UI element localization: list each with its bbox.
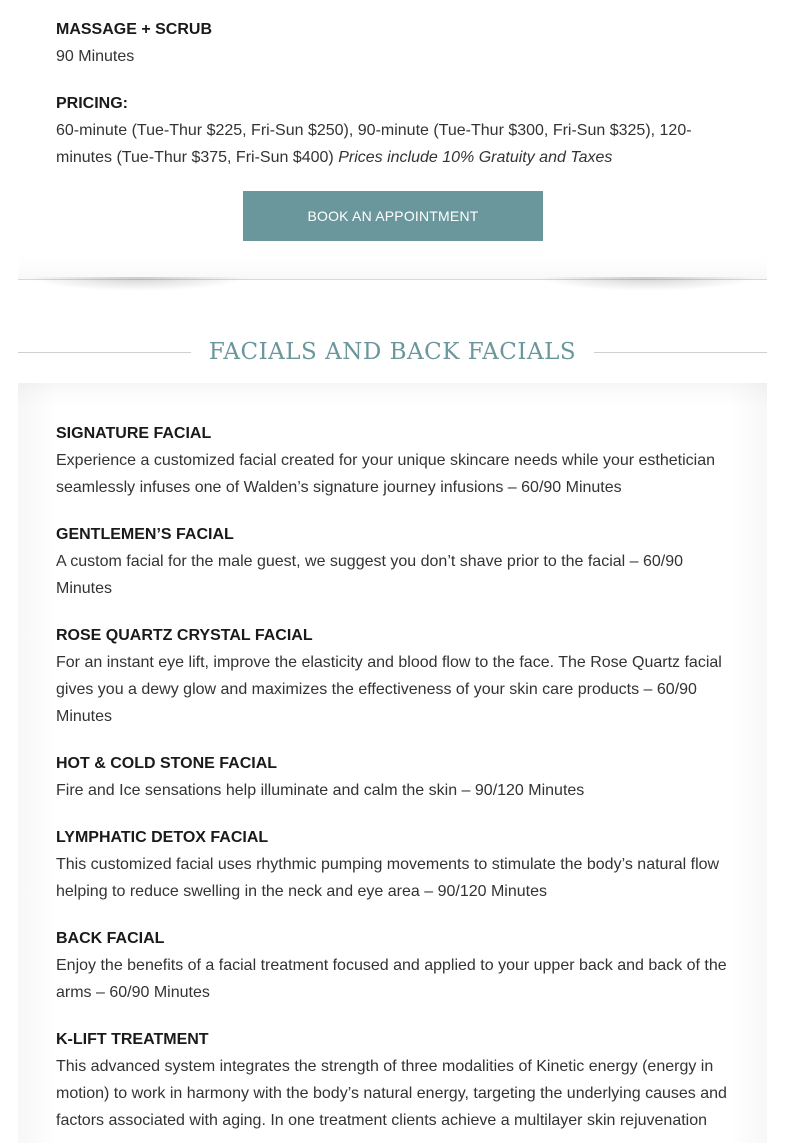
- facial-item-lymphatic-detox: [56, 824, 736, 905]
- facial-item-gentlemen: [56, 521, 736, 602]
- facials-heading-title: FACIALS AND BACK FACIALS: [208, 339, 577, 365]
- facial-item-rose-quartz: [56, 622, 736, 730]
- facial-title: GENTLEMEN’S FACIAL: [56, 526, 234, 543]
- facial-title: ROSE QUARTZ CRYSTAL FACIAL: [56, 627, 313, 644]
- facial-item-hot-cold-stone: [56, 750, 736, 804]
- massage-scrub-item: [56, 16, 736, 70]
- facial-description: Enjoy the benefits of a facial treatment focused and applied to your upper back and back of the arms – 60/90 Minutes: [56, 957, 727, 1001]
- facial-description: For an instant eye lift, improve the elasticity and blood flow to the face. The Rose Quartz facial gives you a dewy glow and maximizes the effectiveness of your skin care products – 60/90 Minutes: [56, 654, 722, 725]
- facial-title: BACK FACIAL: [56, 930, 165, 947]
- pricing-block: [56, 90, 736, 171]
- massage-scrub-duration: 90 Minutes: [56, 48, 135, 65]
- pricing-note: Prices include 10% Gratuity and Taxes: [338, 149, 613, 166]
- facial-item-k-lift: [56, 1026, 736, 1134]
- book-appointment-button[interactable]: BOOK AN APPOINTMENT: [243, 191, 543, 241]
- pricing-text: [56, 117, 736, 171]
- facials-section-heading: [18, 330, 767, 374]
- pricing-details: 60-minute (Tue-Thur $225, Fri-Sun $250), 90-minute (Tue-Thur $300, Fri-Sun $325), 120-minutes (Tue-Thur $375, Fri-Sun $400): [56, 122, 692, 166]
- facial-description: A custom facial for the male guest, we suggest you don’t shave prior to the facial – 60/90 Minutes: [56, 553, 684, 597]
- facial-description: Experience a customized facial created for your unique skincare needs while your esthetician seamlessly infuses one of Walden’s signature journey infusions – 60/90 Minutes: [56, 452, 716, 496]
- facial-title: SIGNATURE FACIAL: [56, 425, 212, 442]
- facial-title: HOT & COLD STONE FACIAL: [56, 755, 278, 772]
- heading-divider-right: [594, 352, 767, 353]
- facial-item-signature: [56, 420, 736, 501]
- facial-item-back-facial: [56, 925, 736, 1006]
- pricing-title: PRICING:: [56, 95, 128, 112]
- facial-description: This advanced system integrates the strength of three modalities of Kinetic energy (energy in motion) to work in harmony with the body’s natural energy, targeting the underlying causes and factors associated with aging. In one treatment clients achieve a multilayer skin rejuvenation: [56, 1058, 727, 1129]
- facial-title: K-LIFT TREATMENT: [56, 1031, 209, 1048]
- massage-scrub-title: MASSAGE + SCRUB: [56, 21, 213, 38]
- facial-description: Fire and Ice sensations help illuminate and calm the skin – 90/120 Minutes: [56, 782, 585, 799]
- facial-title: LYMPHATIC DETOX FACIAL: [56, 829, 269, 846]
- heading-divider-left: [18, 352, 191, 353]
- facial-description: This customized facial uses rhythmic pumping movements to stimulate the body’s natural flow helping to reduce swelling in the neck and eye area – 90/120 Minutes: [56, 856, 720, 900]
